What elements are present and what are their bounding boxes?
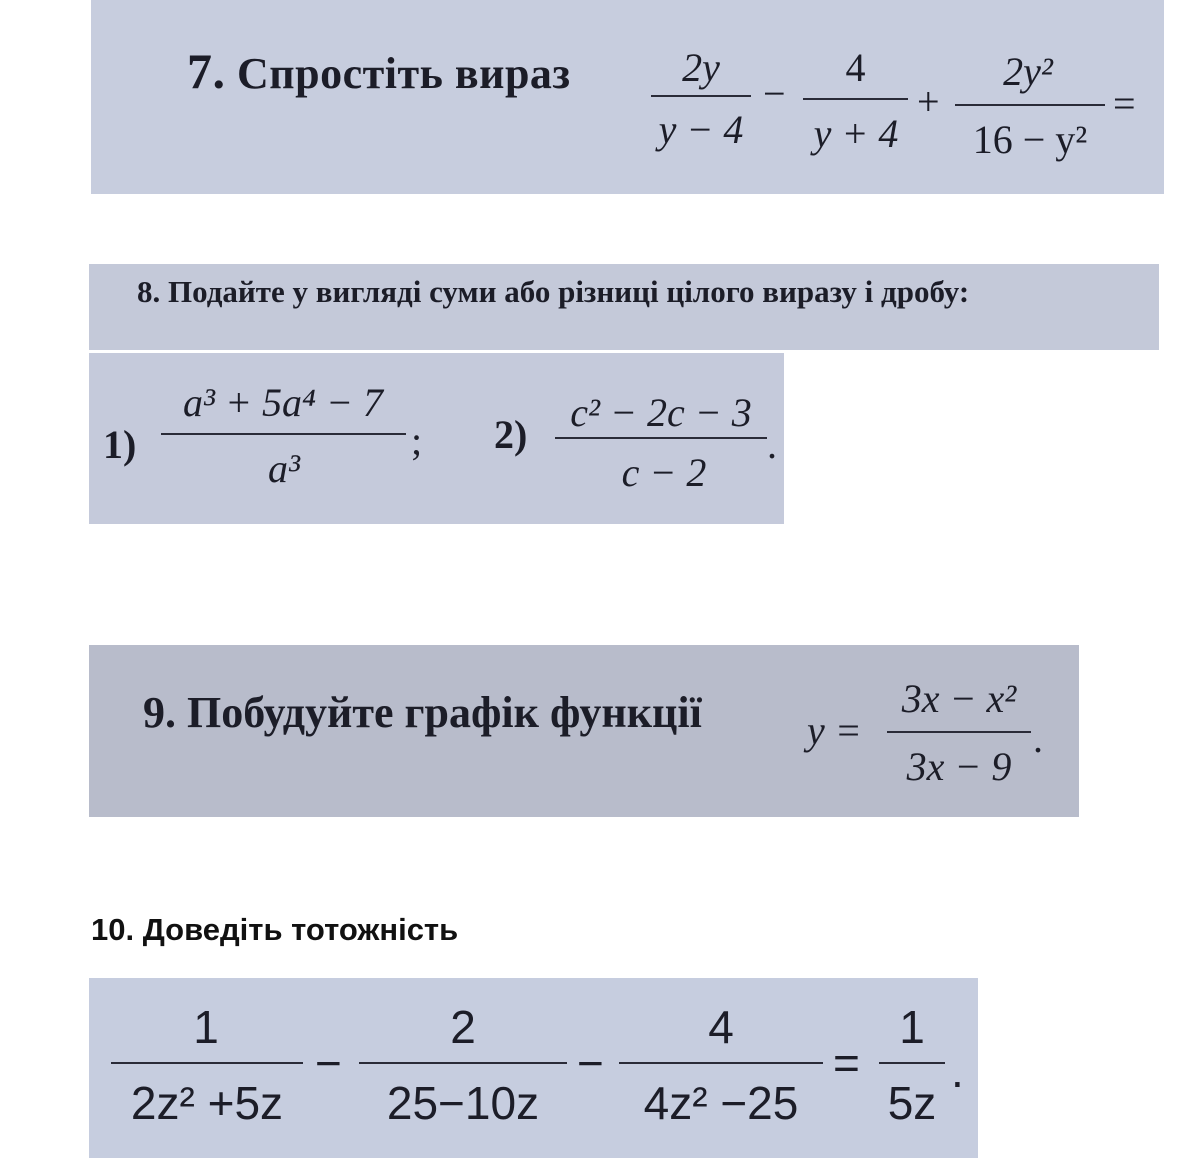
item-2-label: 2): [494, 412, 528, 457]
plus-operator: +: [917, 79, 940, 124]
problem-9-panel: [89, 645, 1079, 817]
fraction-3-denominator: 16 − y²: [972, 117, 1088, 162]
identity-fraction-4-bar: [879, 1062, 945, 1064]
item-2-numerator: c² − 2c − 3: [570, 390, 752, 435]
problem-8-number: 8.: [137, 274, 161, 309]
identity-fraction-3-numerator: 4: [708, 1001, 734, 1053]
item-1-denominator: a³: [268, 446, 300, 491]
problem-9-number: 9.: [143, 688, 176, 737]
identity-fraction-4-denominator: 5z: [887, 1077, 937, 1129]
identity-fraction-1-bar: [111, 1062, 303, 1064]
equals-sign: =: [1113, 81, 1136, 126]
item-2-bar: [555, 437, 767, 439]
item-2-end: .: [767, 422, 777, 467]
problem-7-prompt: Спростіть вираз: [237, 49, 571, 98]
item-1-label: 1): [103, 422, 137, 467]
function-lhs: y =: [807, 708, 862, 753]
identity-fraction-2-bar: [359, 1062, 567, 1064]
identity-fraction-4-numerator: 1: [899, 1001, 925, 1053]
identity-minus-1: −: [315, 1037, 342, 1089]
identity-minus-2: −: [577, 1037, 604, 1089]
identity-fraction-2-denominator: 25−10z: [386, 1077, 540, 1129]
fraction-2-bar: [803, 98, 908, 100]
problem-10-panel: [89, 978, 978, 1158]
item-1-separator: ;: [411, 418, 423, 463]
identity-fraction-3-denominator: 4z² −25: [643, 1077, 799, 1129]
problem-8-statement: [137, 274, 969, 310]
identity-fraction-2-numerator: 2: [450, 1001, 476, 1053]
identity-equals: =: [833, 1037, 860, 1089]
problem-7-statement: [187, 42, 571, 100]
function-denominator: 3x − 9: [906, 744, 1012, 789]
item-1-bar: [161, 433, 406, 435]
fraction-2-numerator: 4: [845, 45, 866, 90]
fraction-1-denominator: y − 4: [658, 107, 744, 152]
fraction-1-bar: [651, 95, 751, 97]
minus-operator: −: [763, 71, 786, 116]
function-numerator: 3x − x²: [901, 676, 1017, 721]
identity-fraction-3-bar: [619, 1062, 823, 1064]
problem-7-panel: [91, 0, 1164, 194]
function-bar: [887, 731, 1031, 733]
item-2-denominator: c − 2: [621, 450, 707, 495]
fraction-3-bar: [955, 104, 1105, 106]
problem-8-header-panel: [89, 264, 1159, 350]
problem-9-prompt: Побудуйте графік функції: [187, 688, 702, 737]
function-end: .: [1033, 716, 1043, 761]
identity-end: .: [951, 1045, 964, 1097]
problem-10-heading: 10. Доведіть тотожність: [91, 912, 459, 947]
problem-7-number: 7.: [187, 43, 226, 99]
identity-fraction-1-numerator: 1: [193, 1001, 219, 1053]
problem-8-prompt: Подайте у вигляді суми або різниці цілого виразу і дробу:: [168, 274, 970, 309]
fraction-3-numerator: 2y²: [1003, 49, 1053, 94]
problem-8-body-panel: [89, 353, 784, 524]
identity-fraction-1-denominator: 2z² +5z: [130, 1077, 284, 1129]
fraction-1-numerator: 2y: [682, 45, 720, 90]
item-1-numerator: a³ + 5a⁴ − 7: [183, 380, 383, 425]
problem-9-statement: [143, 687, 702, 738]
fraction-2-denominator: y + 4: [813, 111, 899, 156]
